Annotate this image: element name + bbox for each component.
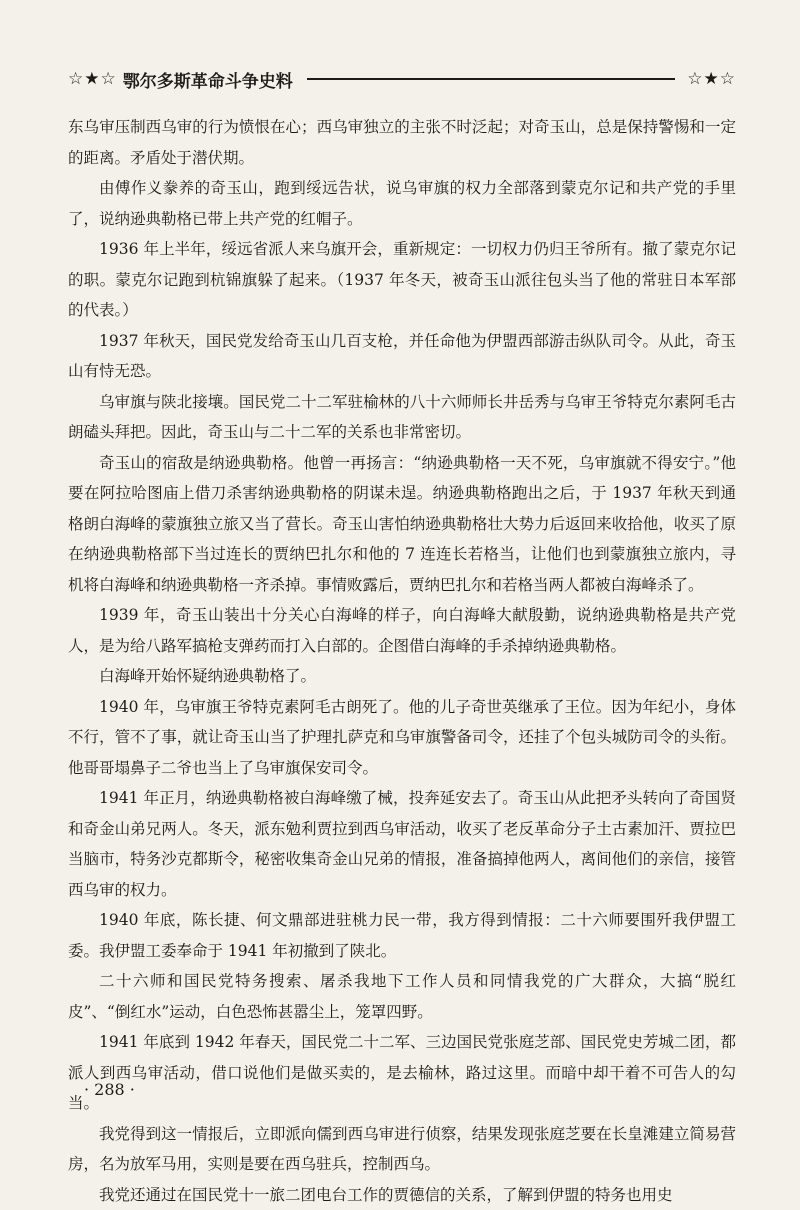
paragraph: 由傅作义豢养的奇玉山，跑到绥远告状，说乌审旗的权力全部落到蒙克尔记和共产党的手里了，说纳逊典勒格已带上共产党的红帽子。: [68, 173, 736, 234]
paragraph: 1936 年上半年，绥远省派人来乌旗开会，重新规定：一切权力仍归王爷所有。撤了蒙克尔记的职。蒙克尔记跑到杭锦旗躲了起来。（1937 年冬天，被奇玉山派往包头当了他的常驻日本军部的代表。）: [68, 234, 736, 326]
header-title: 鄂尔多斯革命斗争史料: [123, 67, 293, 92]
header-stars-right: ☆★☆: [687, 69, 736, 89]
header-stars-left: ☆★☆: [68, 69, 117, 89]
paragraph: 二十六师和国民党特务搜索、屠杀我地下工作人员和同情我党的广大群众，大搞“脱红皮”、“倒红水”运动，白色恐怖甚嚣尘上，笼罩四野。: [68, 966, 736, 1027]
paragraph: 1941 年底到 1942 年春天，国民党二十二军、三边国民党张庭芝部、国民党史芳城二团，都派人到西乌审活动，借口说他们是做买卖的，是去榆林，路过这里。而暗中却干着不可告人的勾当。: [68, 1027, 736, 1119]
header-rule: [307, 78, 676, 80]
paragraph: 我党得到这一情报后，立即派向儒到西乌审进行侦察，结果发现张庭芝要在长皇滩建立简易营房，名为放军马用，实则是要在西乌驻兵，控制西乌。: [68, 1119, 736, 1180]
paragraph: 1939 年，奇玉山装出十分关心白海峰的样子，向白海峰大献殷勤，说纳逊典勒格是共产党人，是为给八路军搞枪支弹药而打入白部的。企图借白海峰的手杀掉纳逊典勒格。: [68, 600, 736, 661]
page-number: · 288 ·: [84, 1080, 135, 1099]
paragraph-continued: 东乌审压制西乌审的行为愤恨在心；西乌审独立的主张不时泛起；对奇玉山，总是保持警惕和一定的距离。矛盾处于潜伏期。: [68, 112, 736, 173]
paragraph: 我党还通过在国民党十一旅二团电台工作的贾德信的关系，了解到伊盟的特务也用史: [68, 1180, 736, 1210]
paragraph: 白海峰开始怀疑纳逊典勒格了。: [68, 661, 736, 692]
paragraph: 乌审旗与陕北接壤。国民党二十二军驻榆林的八十六师师长井岳秀与乌审王爷特克尔素阿毛古朗磕头拜把。因此，奇玉山与二十二军的关系也非常密切。: [68, 387, 736, 448]
paragraph: 1940 年底，陈长捷、何文鼎部进驻桃力民一带，我方得到情报：二十六师要围歼我伊盟工委。我伊盟工委奉命于 1941 年初撤到了陕北。: [68, 905, 736, 966]
paragraph: 奇玉山的宿敌是纳逊典勒格。他曾一再扬言：“纳逊典勒格一天不死，乌审旗就不得安宁。”他要在阿拉哈图庙上借刀杀害纳逊典勒格的阴谋未逞。纳逊典勒格跑出之后，于 1937 年秋天到通格朗白海峰的蒙旗独立旅又当了营长。奇玉山害怕纳逊典勒格壮大势力后返回来收拾他，收买了原在纳逊典勒格部下当过连长的贾纳巴扎尔和他的 7 连连长若格当，让他们也到蒙旗独立旅内，寻机将白海峰和纳逊典勒格一齐杀掉。事情败露后，贾纳巴扎尔和若格当两人都被白海峰杀了。: [68, 448, 736, 601]
paragraph: 1940 年，乌审旗王爷特克素阿毛古朗死了。他的儿子奇世英继承了王位。因为年纪小，身体不行，管不了事，就让奇玉山当了护理扎萨克和乌审旗警备司令，还挂了个包头城防司令的头衔。他哥哥塌鼻子二爷也当上了乌审旗保安司令。: [68, 692, 736, 784]
running-header: [68, 64, 736, 94]
paragraph: 1937 年秋天，国民党发给奇玉山几百支枪，并任命他为伊盟西部游击纵队司令。从此，奇玉山有恃无恐。: [68, 326, 736, 387]
body-text: [68, 112, 736, 1210]
paragraph: 1941 年正月，纳逊典勒格被白海峰缴了械，投奔延安去了。奇玉山从此把矛头转向了奇国贤和奇金山弟兄两人。冬天，派东勉利贾拉到西乌审活动，收买了老反革命分子土古素加汗、贾拉巴当脑市，特务沙克都斯令，秘密收集奇金山兄弟的情报，准备搞掉他两人，离间他们的亲信，接管西乌审的权力。: [68, 783, 736, 905]
